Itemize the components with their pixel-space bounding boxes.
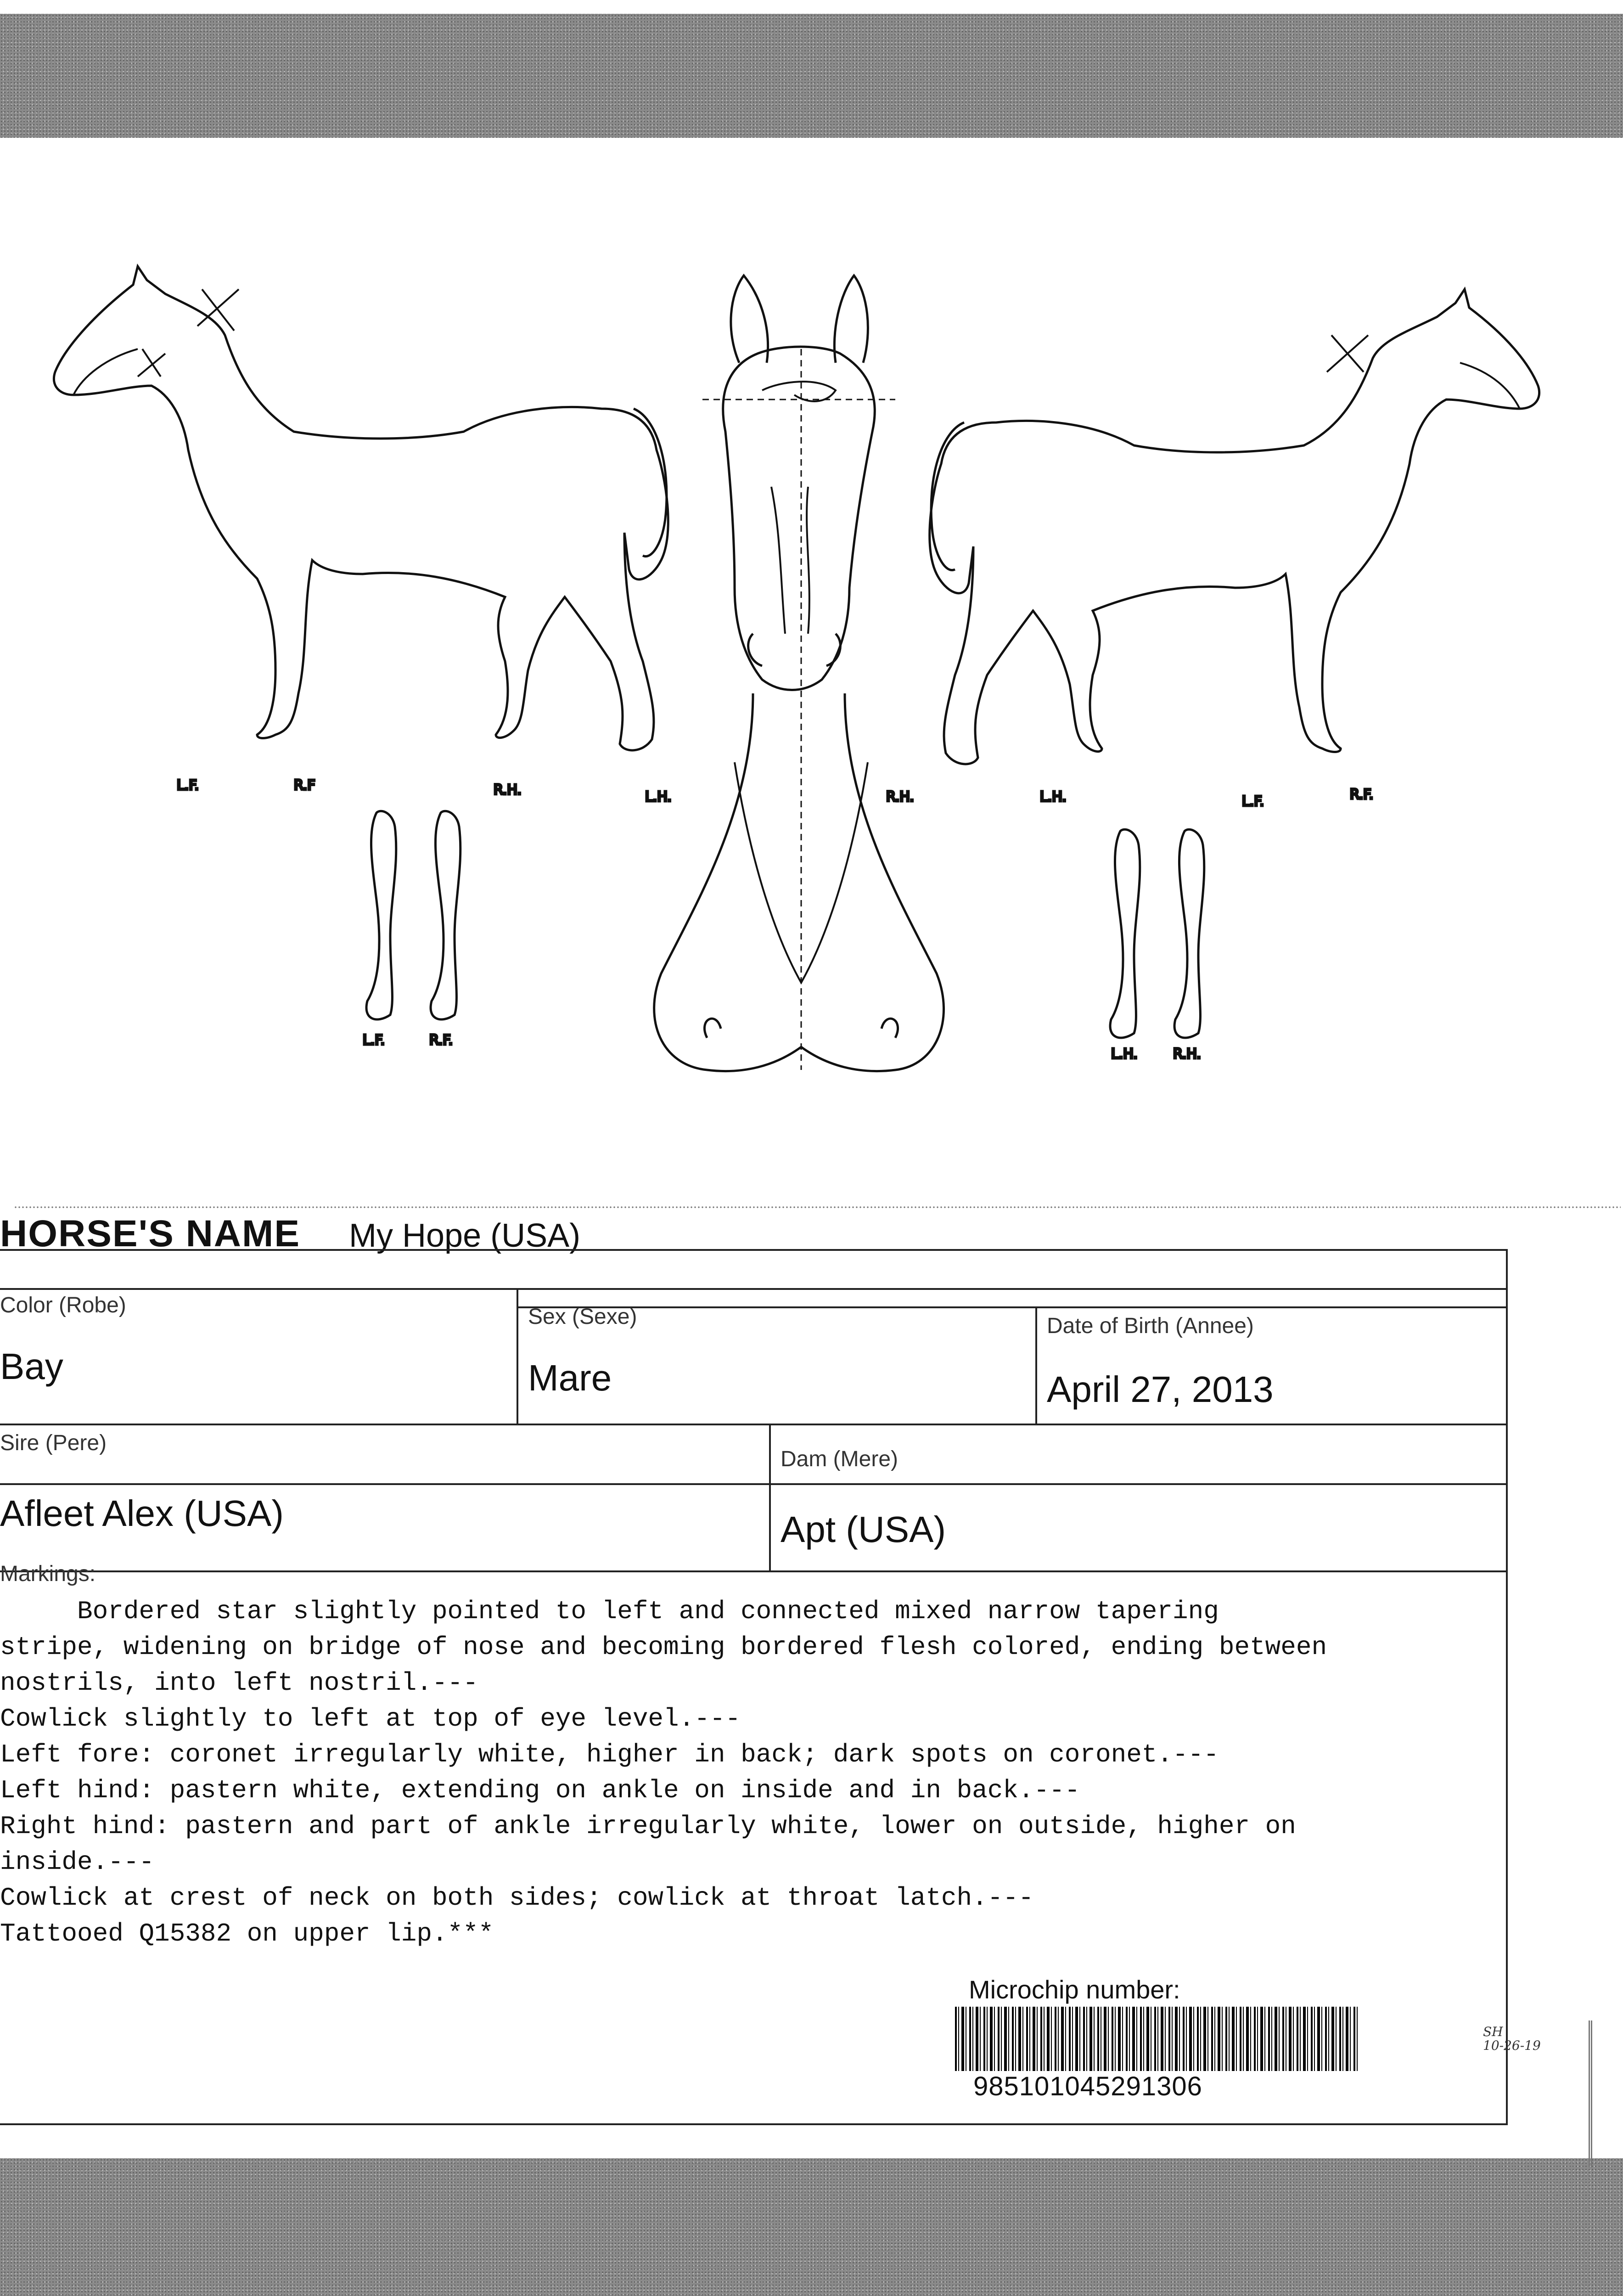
scan-dark-band-bottom	[0, 2158, 1623, 2296]
date-of-birth-value: April 27, 2013	[1047, 1369, 1274, 1410]
scan-dark-band-top	[0, 14, 1623, 138]
leg-label-lh-hind: L.H.	[1111, 1046, 1138, 1062]
form-rule	[0, 1424, 1506, 1425]
dam-value: Apt (USA)	[781, 1509, 946, 1550]
markings-description	[0, 1593, 1423, 1952]
leg-label-rf-right: R.F.	[1350, 787, 1374, 803]
markings-line: inside.---	[0, 1847, 155, 1877]
form-divider	[517, 1288, 518, 1424]
sire-label: Sire (Pere)	[0, 1431, 107, 1455]
form-divider	[769, 1424, 771, 1570]
markings-line: nostrils, into left nostril.---	[0, 1668, 478, 1698]
front-legs-detail	[363, 811, 461, 1048]
initials-text: SH	[1483, 2024, 1503, 2039]
markings-line: Left hind: pastern white, extending on ankle on inside and in back.---	[0, 1776, 1080, 1805]
leg-label-lf-left: L.F.	[177, 777, 199, 793]
color-label: Color (Robe)	[0, 1293, 126, 1317]
handwritten-initials	[1483, 2025, 1541, 2053]
leg-label-lf-right: L.F.	[1242, 793, 1264, 810]
leg-label-rh-right: R.H.	[886, 789, 914, 805]
form-rule	[0, 1570, 1506, 1572]
form-rule	[0, 1483, 1506, 1485]
form-rule	[517, 1306, 1506, 1308]
leg-label-lf-front: L.F.	[363, 1032, 385, 1048]
markings-line: Right hind: pastern and part of ankle irregularly white, lower on outside, higher on	[0, 1812, 1296, 1841]
microchip-barcode	[955, 2007, 1359, 2071]
leg-label-lh-left: L.H.	[645, 789, 672, 805]
leg-label-rf-front: R.F.	[429, 1032, 453, 1048]
markings-line: stripe, widening on bridge of nose and becoming bordered flesh colored, ending between	[0, 1632, 1327, 1662]
markings-line: Left fore: coronet irregularly white, higher in back; dark spots on coronet.---	[0, 1740, 1219, 1769]
dam-label: Dam (Mere)	[781, 1447, 899, 1471]
markings-label: Markings:	[0, 1562, 96, 1586]
color-value: Bay	[0, 1346, 63, 1387]
leg-label-lh-right: L.H.	[1040, 789, 1067, 805]
sire-value: Afleet Alex (USA)	[0, 1493, 284, 1534]
leg-label-rh-left: R.H.	[494, 782, 522, 798]
markings-line: Cowlick at crest of neck on both sides; cowlick at throat latch.---	[0, 1883, 1034, 1913]
horse-name-label: HORSE'S NAME	[0, 1213, 301, 1255]
horse-outline-diagram	[0, 257, 1623, 1111]
horse-right-side-view	[930, 289, 1539, 810]
leg-label-rh-hind: R.H.	[1173, 1046, 1201, 1062]
markings-line: Bordered star slightly pointed to left and connected mixed narrow tapering	[0, 1597, 1219, 1626]
scan-page-edge	[1579, 2020, 1592, 2167]
microchip-label: Microchip number:	[969, 1975, 1180, 2004]
initials-date: 10-26-19	[1483, 2038, 1541, 2053]
form-rule	[0, 1288, 1506, 1290]
sex-label: Sex (Sexe)	[528, 1305, 637, 1329]
sex-value: Mare	[528, 1357, 612, 1398]
hind-legs-detail	[1110, 829, 1204, 1062]
form-divider	[1035, 1306, 1037, 1424]
horse-name-value: My Hope (USA)	[349, 1217, 581, 1254]
horse-left-side-view	[54, 266, 671, 805]
markings-line: Tattooed Q15382 on upper lip.***	[0, 1919, 494, 1948]
microchip-number: 985101045291306	[973, 2071, 1202, 2101]
scan-fold-line	[14, 1205, 1621, 1210]
markings-line: Cowlick slightly to left at top of eye level.---	[0, 1704, 741, 1733]
leg-label-rf-left: R.F	[294, 777, 315, 793]
horse-head-front-view	[654, 276, 944, 1071]
date-of-birth-label: Date of Birth (Annee)	[1047, 1314, 1254, 1338]
